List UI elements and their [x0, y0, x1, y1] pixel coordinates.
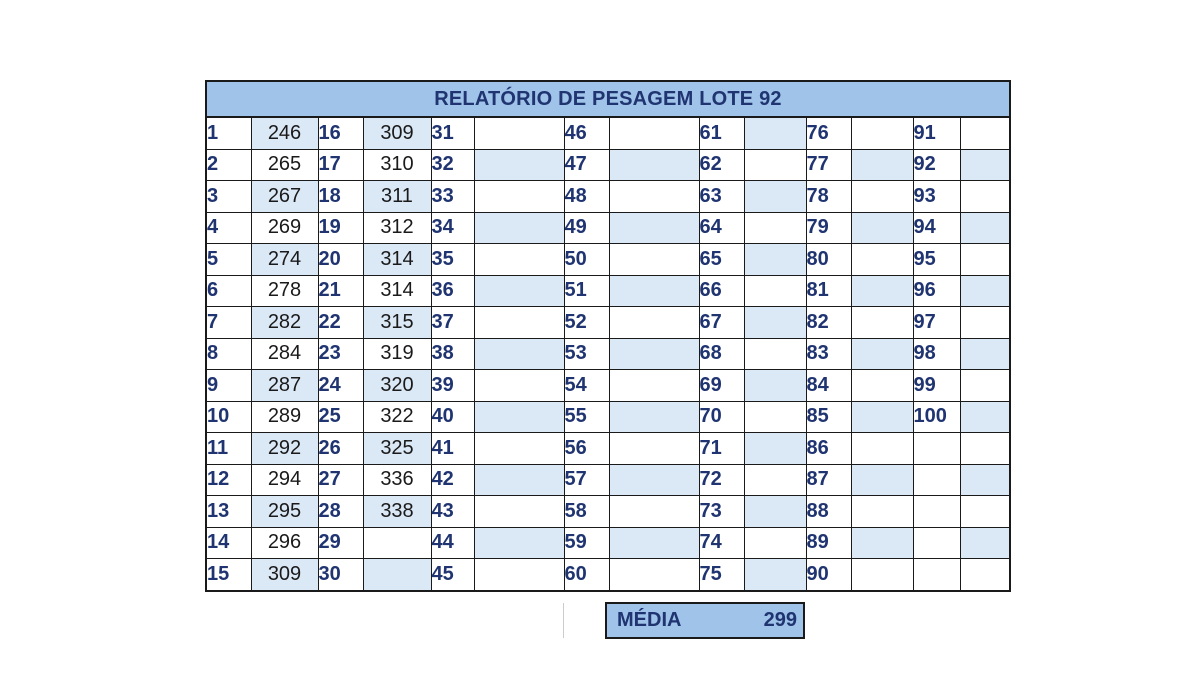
item-number: 6: [207, 275, 251, 307]
table-row: [207, 401, 1009, 433]
weight-value: [960, 338, 1009, 370]
item-number: 23: [318, 338, 363, 370]
item-number: 11: [207, 433, 251, 465]
table-row: [207, 275, 1009, 307]
item-number: 90: [806, 559, 851, 590]
weight-value: 278: [251, 275, 318, 307]
table-row: [207, 244, 1009, 276]
table-row: [207, 433, 1009, 465]
item-number: 86: [806, 433, 851, 465]
weight-value: [851, 559, 913, 590]
table-row: [207, 338, 1009, 370]
table-row: [207, 212, 1009, 244]
item-number: [913, 464, 960, 496]
item-number: 99: [913, 370, 960, 402]
item-number: 42: [431, 464, 474, 496]
weight-value: 267: [251, 181, 318, 213]
item-number: 61: [699, 118, 744, 149]
weight-value: [960, 244, 1009, 276]
weight-value: [609, 527, 699, 559]
weight-value: [851, 181, 913, 213]
item-number: 73: [699, 496, 744, 528]
weight-value: [744, 338, 806, 370]
weight-value: [474, 433, 564, 465]
item-number: 28: [318, 496, 363, 528]
table-row: [207, 527, 1009, 559]
weight-value: [851, 275, 913, 307]
item-number: 27: [318, 464, 363, 496]
weight-value: [744, 370, 806, 402]
item-number: 80: [806, 244, 851, 276]
item-number: 93: [913, 181, 960, 213]
item-number: 70: [699, 401, 744, 433]
item-number: 44: [431, 527, 474, 559]
weight-value: [960, 559, 1009, 590]
item-number: 26: [318, 433, 363, 465]
item-number: 46: [564, 118, 609, 149]
weight-value: 319: [363, 338, 431, 370]
item-number: 17: [318, 149, 363, 181]
item-number: 47: [564, 149, 609, 181]
item-number: 75: [699, 559, 744, 590]
weight-value: [960, 307, 1009, 339]
weight-value: [609, 338, 699, 370]
weight-value: [851, 307, 913, 339]
weight-value: [474, 464, 564, 496]
item-number: 63: [699, 181, 744, 213]
item-number: [913, 559, 960, 590]
item-number: 60: [564, 559, 609, 590]
average-label: MÉDIA: [617, 609, 682, 631]
item-number: 39: [431, 370, 474, 402]
item-number: 65: [699, 244, 744, 276]
weight-value: 310: [363, 149, 431, 181]
weight-value: [851, 370, 913, 402]
item-number: 89: [806, 527, 851, 559]
item-number: 52: [564, 307, 609, 339]
item-number: 15: [207, 559, 251, 590]
weight-value: 246: [251, 118, 318, 149]
weight-value: [474, 559, 564, 590]
item-number: 78: [806, 181, 851, 213]
weight-value: [609, 496, 699, 528]
item-number: 25: [318, 401, 363, 433]
weight-value: [744, 496, 806, 528]
item-number: 95: [913, 244, 960, 276]
weight-value: 274: [251, 244, 318, 276]
item-number: 8: [207, 338, 251, 370]
item-number: 5: [207, 244, 251, 276]
item-number: 87: [806, 464, 851, 496]
item-number: 4: [207, 212, 251, 244]
item-number: 51: [564, 275, 609, 307]
weight-value: [609, 118, 699, 149]
item-number: 84: [806, 370, 851, 402]
weights-grid: [207, 118, 1009, 590]
weight-value: 284: [251, 338, 318, 370]
item-number: 94: [913, 212, 960, 244]
item-number: 7: [207, 307, 251, 339]
item-number: 62: [699, 149, 744, 181]
weight-value: [474, 527, 564, 559]
weight-value: 314: [363, 275, 431, 307]
item-number: 3: [207, 181, 251, 213]
item-number: 56: [564, 433, 609, 465]
item-number: [913, 527, 960, 559]
weight-value: 292: [251, 433, 318, 465]
weight-value: [744, 212, 806, 244]
weight-value: [851, 118, 913, 149]
weight-value: [960, 496, 1009, 528]
item-number: 88: [806, 496, 851, 528]
item-number: 9: [207, 370, 251, 402]
table-row: [207, 118, 1009, 149]
weight-value: [363, 559, 431, 590]
weight-value: [851, 433, 913, 465]
item-number: 43: [431, 496, 474, 528]
table-row: [207, 464, 1009, 496]
weight-value: 309: [251, 559, 318, 590]
weight-value: [960, 370, 1009, 402]
weight-value: 269: [251, 212, 318, 244]
item-number: 1: [207, 118, 251, 149]
item-number: 64: [699, 212, 744, 244]
weight-value: [609, 181, 699, 213]
item-number: 59: [564, 527, 609, 559]
weight-value: [851, 244, 913, 276]
weight-value: 295: [251, 496, 318, 528]
weight-value: [474, 307, 564, 339]
item-number: 35: [431, 244, 474, 276]
item-number: 57: [564, 464, 609, 496]
weight-value: [744, 464, 806, 496]
weight-value: [474, 401, 564, 433]
item-number: 45: [431, 559, 474, 590]
weight-value: [744, 527, 806, 559]
average-summary: [605, 602, 805, 639]
weight-value: [744, 307, 806, 339]
item-number: 36: [431, 275, 474, 307]
item-number: 55: [564, 401, 609, 433]
item-number: 68: [699, 338, 744, 370]
item-number: 16: [318, 118, 363, 149]
item-number: 54: [564, 370, 609, 402]
weight-value: [474, 370, 564, 402]
weight-value: [960, 118, 1009, 149]
item-number: 24: [318, 370, 363, 402]
item-number: 18: [318, 181, 363, 213]
weight-value: [474, 212, 564, 244]
weight-value: 309: [363, 118, 431, 149]
weight-value: [609, 433, 699, 465]
weight-value: [744, 244, 806, 276]
item-number: 72: [699, 464, 744, 496]
item-number: 48: [564, 181, 609, 213]
weight-value: [474, 244, 564, 276]
item-number: 37: [431, 307, 474, 339]
item-number: 69: [699, 370, 744, 402]
item-number: 77: [806, 149, 851, 181]
item-number: 10: [207, 401, 251, 433]
weight-value: [744, 433, 806, 465]
item-number: 96: [913, 275, 960, 307]
weight-value: 265: [251, 149, 318, 181]
weight-value: [744, 181, 806, 213]
weight-value: [474, 496, 564, 528]
weight-value: [744, 118, 806, 149]
weight-value: 322: [363, 401, 431, 433]
weight-value: 312: [363, 212, 431, 244]
weight-value: [363, 527, 431, 559]
weight-value: [960, 433, 1009, 465]
weight-value: [851, 212, 913, 244]
weight-value: [474, 181, 564, 213]
weight-value: [609, 401, 699, 433]
item-number: 32: [431, 149, 474, 181]
weight-value: [474, 338, 564, 370]
item-number: 20: [318, 244, 363, 276]
weight-value: [609, 559, 699, 590]
weight-value: 311: [363, 181, 431, 213]
item-number: 92: [913, 149, 960, 181]
table-row: [207, 181, 1009, 213]
item-number: 19: [318, 212, 363, 244]
item-number: 22: [318, 307, 363, 339]
item-number: 98: [913, 338, 960, 370]
item-number: 71: [699, 433, 744, 465]
weight-value: [609, 370, 699, 402]
item-number: 14: [207, 527, 251, 559]
divider-line: [563, 603, 564, 638]
weight-value: 282: [251, 307, 318, 339]
weight-value: [744, 149, 806, 181]
weight-value: [609, 275, 699, 307]
item-number: 41: [431, 433, 474, 465]
report-title: RELATÓRIO DE PESAGEM LOTE 92: [207, 82, 1009, 118]
item-number: 79: [806, 212, 851, 244]
item-number: 58: [564, 496, 609, 528]
weight-value: [609, 212, 699, 244]
weight-value: [744, 275, 806, 307]
item-number: 83: [806, 338, 851, 370]
weight-value: [851, 527, 913, 559]
weight-value: [609, 244, 699, 276]
item-number: 74: [699, 527, 744, 559]
item-number: 21: [318, 275, 363, 307]
weight-value: [960, 181, 1009, 213]
weighing-report-table: [205, 80, 1011, 592]
table-row: [207, 149, 1009, 181]
weight-value: 336: [363, 464, 431, 496]
weight-value: [609, 149, 699, 181]
weight-value: [960, 275, 1009, 307]
weight-value: [851, 149, 913, 181]
item-number: 31: [431, 118, 474, 149]
item-number: [913, 496, 960, 528]
item-number: 29: [318, 527, 363, 559]
weight-value: [960, 527, 1009, 559]
weight-value: [960, 401, 1009, 433]
item-number: 85: [806, 401, 851, 433]
weight-value: [960, 212, 1009, 244]
item-number: 91: [913, 118, 960, 149]
weight-value: 287: [251, 370, 318, 402]
item-number: 2: [207, 149, 251, 181]
item-number: 38: [431, 338, 474, 370]
item-number: 82: [806, 307, 851, 339]
weight-value: 289: [251, 401, 318, 433]
weight-value: [609, 464, 699, 496]
weight-value: 296: [251, 527, 318, 559]
table-row: [207, 370, 1009, 402]
item-number: 76: [806, 118, 851, 149]
weight-value: [851, 496, 913, 528]
item-number: 12: [207, 464, 251, 496]
weight-value: [960, 149, 1009, 181]
weight-value: [851, 338, 913, 370]
weight-value: 314: [363, 244, 431, 276]
weight-value: 325: [363, 433, 431, 465]
table-row: [207, 559, 1009, 590]
item-number: 40: [431, 401, 474, 433]
item-number: 49: [564, 212, 609, 244]
weight-value: [851, 401, 913, 433]
item-number: 81: [806, 275, 851, 307]
item-number: 67: [699, 307, 744, 339]
item-number: 30: [318, 559, 363, 590]
item-number: 97: [913, 307, 960, 339]
item-number: 34: [431, 212, 474, 244]
weight-value: [474, 118, 564, 149]
item-number: [913, 433, 960, 465]
weight-value: 315: [363, 307, 431, 339]
weight-value: [474, 275, 564, 307]
weight-value: [609, 307, 699, 339]
weight-value: 338: [363, 496, 431, 528]
item-number: 53: [564, 338, 609, 370]
weight-value: 294: [251, 464, 318, 496]
weight-value: [851, 464, 913, 496]
weight-value: [474, 149, 564, 181]
weight-value: [744, 401, 806, 433]
item-number: 100: [913, 401, 960, 433]
table-row: [207, 496, 1009, 528]
item-number: 50: [564, 244, 609, 276]
table-row: [207, 307, 1009, 339]
item-number: 13: [207, 496, 251, 528]
weight-value: [744, 559, 806, 590]
average-value: 299: [763, 609, 797, 631]
item-number: 66: [699, 275, 744, 307]
item-number: 33: [431, 181, 474, 213]
weight-value: 320: [363, 370, 431, 402]
weight-value: [960, 464, 1009, 496]
